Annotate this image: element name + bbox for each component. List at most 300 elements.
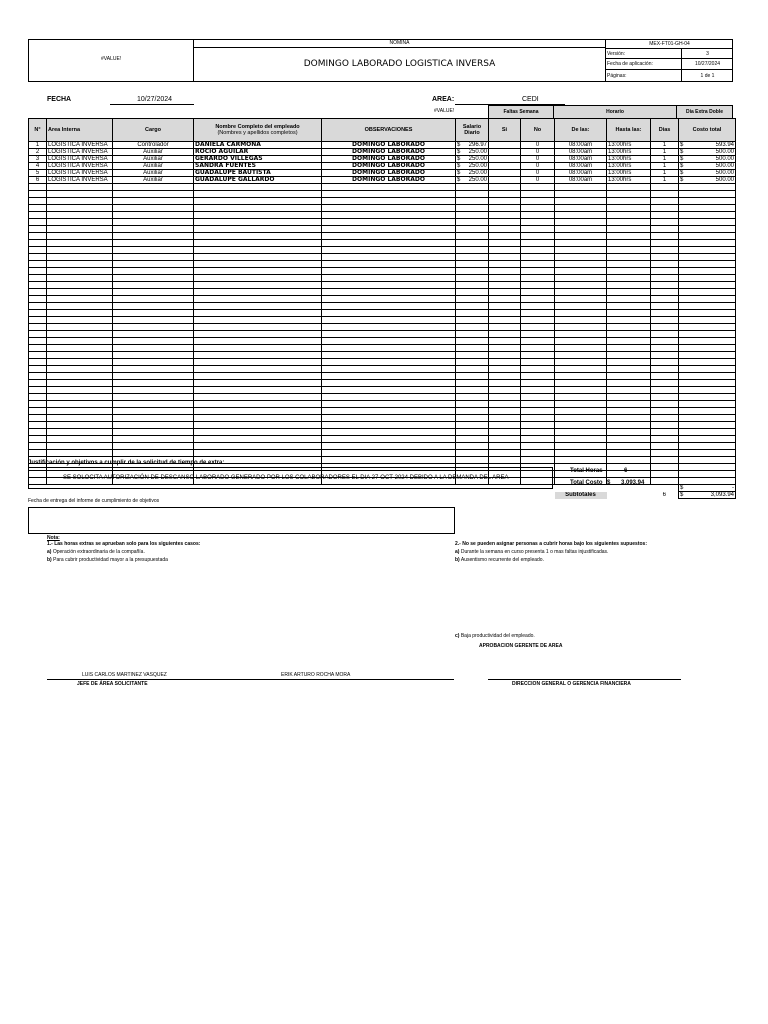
empty-cell <box>322 373 456 380</box>
empty-cell <box>322 219 456 226</box>
empty-cell <box>456 443 489 450</box>
empty-cell <box>489 380 521 387</box>
empty-cell <box>607 415 651 422</box>
empty-cell <box>679 345 736 352</box>
empty-cell <box>651 436 679 443</box>
empty-cell <box>194 387 322 394</box>
empty-cell <box>29 345 47 352</box>
empty-cell <box>322 352 456 359</box>
empty-cell <box>679 457 736 464</box>
empty-cell <box>679 212 736 219</box>
cell-si <box>489 170 521 177</box>
empty-cell <box>47 268 113 275</box>
empty-cell <box>521 198 555 205</box>
empty-cell <box>679 422 736 429</box>
empty-cell <box>113 191 194 198</box>
col-dias: Dias <box>651 119 679 142</box>
cell-no: 0 <box>521 149 555 156</box>
empty-cell <box>47 415 113 422</box>
cell-area: LOGISTICA INVERSA <box>47 149 113 156</box>
cell-delas: 08:00am <box>555 156 607 163</box>
empty-cell <box>651 212 679 219</box>
cell-area: LOGISTICA INVERSA <box>47 156 113 163</box>
fecha-label: FECHA <box>47 96 72 103</box>
empty-cell <box>194 380 322 387</box>
empty-cell <box>47 436 113 443</box>
empty-cell <box>555 331 607 338</box>
empty-cell <box>521 268 555 275</box>
cell-n: 4 <box>29 163 47 170</box>
empty-cell <box>456 401 489 408</box>
area-sub: #VALUE! <box>434 108 455 114</box>
empty-cell <box>651 261 679 268</box>
table-row-empty <box>29 191 736 198</box>
cell-cargo: Auxiliar <box>113 163 194 170</box>
signature-line-2 <box>488 679 681 680</box>
nota-right-c: c) Baja productividad del empleado. <box>455 633 535 639</box>
empty-cell <box>47 233 113 240</box>
cell-salario: $ 250.00 <box>457 156 487 162</box>
empty-cell <box>47 380 113 387</box>
table-row-empty <box>29 401 736 408</box>
cell-obs: DOMINGO LABORADO <box>322 170 456 177</box>
empty-cell <box>489 289 521 296</box>
empty-cell <box>607 275 651 282</box>
empty-cell <box>679 205 736 212</box>
cell-cargo: Auxiliar <box>113 156 194 163</box>
table-row-empty <box>29 366 736 373</box>
empty-cell <box>322 366 456 373</box>
table-row-empty <box>29 373 736 380</box>
table-row-empty <box>29 268 736 275</box>
empty-cell <box>521 324 555 331</box>
empty-cell <box>456 275 489 282</box>
total-costo-label: Total Costo <box>570 480 603 486</box>
empty-cell <box>456 205 489 212</box>
empty-cell <box>555 345 607 352</box>
cell-costo: $ 500.00 <box>680 170 734 176</box>
empty-cell <box>29 331 47 338</box>
nomina-label: NÓMINA <box>194 40 605 48</box>
empty-cell <box>489 373 521 380</box>
empty-cell <box>29 387 47 394</box>
empty-cell <box>456 331 489 338</box>
empty-cell <box>29 254 47 261</box>
empty-cell <box>113 254 194 261</box>
empty-cell <box>679 338 736 345</box>
signature-role-1: JEFE DE ÁREA SOLICITANTE <box>77 681 148 687</box>
empty-cell <box>322 233 456 240</box>
empty-cell <box>555 282 607 289</box>
empty-cell <box>651 415 679 422</box>
employee-table <box>28 118 736 499</box>
empty-cell <box>29 324 47 331</box>
empty-cell <box>29 415 47 422</box>
cell-obs: DOMINGO LABORADO <box>322 163 456 170</box>
empty-cell <box>113 289 194 296</box>
empty-cell <box>29 226 47 233</box>
empty-cell <box>607 450 651 457</box>
empty-cell <box>489 296 521 303</box>
empty-cell <box>679 247 736 254</box>
empty-cell <box>194 422 322 429</box>
empty-cell <box>521 296 555 303</box>
table-row-empty <box>29 429 736 436</box>
empty-cell <box>456 415 489 422</box>
signature-name-2: ERIK ARTURO ROCHA MORA <box>281 672 351 678</box>
empty-cell <box>322 282 456 289</box>
empty-cell <box>489 387 521 394</box>
empty-cell <box>194 366 322 373</box>
empty-cell <box>489 212 521 219</box>
empty-cell <box>456 436 489 443</box>
empty-cell <box>29 373 47 380</box>
empty-cell <box>651 373 679 380</box>
empty-cell <box>679 191 736 198</box>
empty-cell <box>607 387 651 394</box>
nota-left-a: a) Operación extraordinaria de la compañía. <box>47 549 145 555</box>
empty-cell <box>47 422 113 429</box>
empty-cell <box>521 233 555 240</box>
cell-area: LOGISTICA INVERSA <box>47 142 113 149</box>
empty-cell <box>679 198 736 205</box>
empty-cell <box>489 240 521 247</box>
empty-cell <box>489 219 521 226</box>
empty-cell <box>29 205 47 212</box>
table-row-empty <box>29 436 736 443</box>
nota-left-b: b) Para cubrir productividad mayor a la presupuestada <box>47 557 168 563</box>
cell-cargo: Auxiliar <box>113 170 194 177</box>
header-left-value: #VALUE! <box>101 56 122 62</box>
cell-costo: $ 500.00 <box>680 156 734 162</box>
empty-cell <box>322 422 456 429</box>
cell-nombre: ROCIO AGUILAR <box>194 149 322 156</box>
empty-cell <box>322 380 456 387</box>
empty-cell <box>113 240 194 247</box>
empty-cell <box>322 345 456 352</box>
table-row-empty <box>29 387 736 394</box>
table-row-empty <box>29 289 736 296</box>
table-row-empty <box>29 212 736 219</box>
cell-no: 0 <box>521 170 555 177</box>
empty-cell <box>521 261 555 268</box>
empty-cell <box>113 373 194 380</box>
empty-cell <box>29 184 47 191</box>
cell-delas: 08:00am <box>555 149 607 156</box>
empty-cell <box>679 282 736 289</box>
empty-cell <box>113 219 194 226</box>
empty-cell <box>322 296 456 303</box>
empty-cell <box>113 226 194 233</box>
cell-delas: 08:00am <box>555 177 607 184</box>
empty-cell <box>194 429 322 436</box>
cell-cargo: Auxiliar <box>113 149 194 156</box>
empty-cell <box>651 275 679 282</box>
cell-hastalas: 13:00hrs <box>607 142 651 149</box>
empty-cell <box>555 408 607 415</box>
empty-cell <box>679 331 736 338</box>
empty-cell <box>607 254 651 261</box>
nota-right-a: a) Durante la semana en curso presenta 1 o mas faltas injustificadas. <box>455 549 609 555</box>
table-row <box>29 142 736 149</box>
empty-cell <box>456 324 489 331</box>
empty-cell <box>456 366 489 373</box>
table-row-empty <box>29 254 736 261</box>
empty-cell <box>555 436 607 443</box>
cell-nombre: GERARDO VILLEGAS <box>194 156 322 163</box>
paginas-label: Páginas: <box>605 69 682 82</box>
empty-cell <box>322 415 456 422</box>
cell-n: 5 <box>29 170 47 177</box>
empty-cell <box>489 191 521 198</box>
empty-cell <box>679 352 736 359</box>
empty-cell <box>607 331 651 338</box>
empty-cell <box>555 457 607 464</box>
empty-cell <box>489 247 521 254</box>
empty-cell <box>521 191 555 198</box>
empty-cell <box>456 457 489 464</box>
empty-cell <box>456 289 489 296</box>
empty-cell <box>651 184 679 191</box>
empty-cell <box>651 359 679 366</box>
empty-cell <box>521 338 555 345</box>
empty-cell <box>679 324 736 331</box>
empty-cell <box>113 401 194 408</box>
empty-cell <box>29 338 47 345</box>
empty-cell <box>489 275 521 282</box>
empty-cell <box>47 359 113 366</box>
empty-cell <box>489 317 521 324</box>
table-row <box>29 156 736 163</box>
empty-cell <box>322 212 456 219</box>
empty-cell <box>521 240 555 247</box>
empty-cell <box>456 387 489 394</box>
cell-salario: $ 250.00 <box>457 149 487 155</box>
empty-cell <box>489 408 521 415</box>
empty-cell <box>456 317 489 324</box>
empty-cell <box>489 345 521 352</box>
empty-cell <box>29 366 47 373</box>
table-row-empty <box>29 443 736 450</box>
empty-cell <box>679 415 736 422</box>
empty-cell <box>322 450 456 457</box>
empty-cell <box>607 443 651 450</box>
empty-cell <box>322 324 456 331</box>
empty-cell <box>322 268 456 275</box>
empty-cell <box>456 450 489 457</box>
empty-cell <box>489 324 521 331</box>
cell-cargo: Controlador <box>113 142 194 149</box>
cell-nombre: SANDRA FUENTES <box>194 163 322 170</box>
empty-cell <box>521 345 555 352</box>
empty-cell <box>607 394 651 401</box>
empty-cell <box>194 226 322 233</box>
col-no: No <box>521 119 555 142</box>
table-row <box>29 170 736 177</box>
empty-cell <box>679 275 736 282</box>
empty-cell <box>679 443 736 450</box>
empty-cell <box>113 212 194 219</box>
col-si: Si <box>489 119 521 142</box>
empty-cell <box>47 184 113 191</box>
empty-cell <box>322 394 456 401</box>
empty-cell <box>651 296 679 303</box>
empty-cell <box>322 240 456 247</box>
empty-cell <box>521 317 555 324</box>
table-row-empty <box>29 275 736 282</box>
empty-cell <box>322 331 456 338</box>
col-n: N° <box>29 119 47 142</box>
entrega-box[interactable] <box>28 507 455 534</box>
table-row-empty <box>29 345 736 352</box>
table-row-empty <box>29 247 736 254</box>
empty-cell <box>47 408 113 415</box>
empty-cell <box>651 443 679 450</box>
empty-cell <box>113 415 194 422</box>
empty-cell <box>521 457 555 464</box>
empty-cell <box>29 191 47 198</box>
empty-cell <box>679 464 736 471</box>
empty-cell <box>322 184 456 191</box>
nota-title: Nota: <box>47 535 60 541</box>
empty-cell <box>651 450 679 457</box>
empty-cell <box>194 436 322 443</box>
empty-cell <box>651 429 679 436</box>
empty-cell <box>555 324 607 331</box>
empty-cell <box>322 191 456 198</box>
fecha-value: 10/27/2024 <box>137 96 173 103</box>
empty-cell <box>607 338 651 345</box>
empty-cell <box>194 247 322 254</box>
empty-cell <box>194 233 322 240</box>
empty-cell <box>555 289 607 296</box>
empty-cell <box>607 296 651 303</box>
cell-n: 1 <box>29 142 47 149</box>
empty-cell <box>607 226 651 233</box>
group-faltas-semana: Faltas Semana <box>488 105 554 119</box>
empty-cell <box>322 205 456 212</box>
empty-cell <box>679 219 736 226</box>
empty-cell <box>322 408 456 415</box>
cell-no: 0 <box>521 163 555 170</box>
col-area: Area Interna <box>47 119 113 142</box>
empty-cell <box>113 331 194 338</box>
empty-cell <box>47 282 113 289</box>
empty-cell <box>651 401 679 408</box>
empty-cell <box>607 366 651 373</box>
table-row-empty <box>29 331 736 338</box>
cell-nombre: GUADALUPE BAUTISTA <box>194 170 322 177</box>
empty-cell <box>47 429 113 436</box>
empty-cell <box>47 345 113 352</box>
empty-cell <box>607 345 651 352</box>
empty-cell <box>322 261 456 268</box>
empty-cell <box>322 443 456 450</box>
empty-cell <box>29 436 47 443</box>
empty-cell <box>521 380 555 387</box>
empty-cell <box>47 212 113 219</box>
empty-cell <box>679 373 736 380</box>
empty-cell <box>607 219 651 226</box>
empty-cell <box>651 394 679 401</box>
table-row-empty <box>29 338 736 345</box>
empty-cell <box>555 191 607 198</box>
empty-cell <box>521 226 555 233</box>
empty-cell <box>555 184 607 191</box>
empty-cell <box>47 226 113 233</box>
empty-cell <box>555 422 607 429</box>
empty-cell <box>651 310 679 317</box>
empty-cell <box>679 380 736 387</box>
empty-cell <box>113 296 194 303</box>
empty-cell <box>489 261 521 268</box>
empty-cell <box>679 394 736 401</box>
cell-dias: 1 <box>651 177 679 184</box>
table-body <box>29 142 736 499</box>
empty-cell <box>194 191 322 198</box>
empty-cell <box>521 282 555 289</box>
area-label: AREA: <box>432 96 455 103</box>
empty-cell <box>521 212 555 219</box>
empty-cell <box>607 352 651 359</box>
empty-cell <box>679 310 736 317</box>
empty-cell <box>456 226 489 233</box>
empty-cell <box>113 275 194 282</box>
empty-cell <box>521 352 555 359</box>
empty-cell <box>521 429 555 436</box>
empty-cell <box>456 240 489 247</box>
empty-cell <box>555 387 607 394</box>
nota-left-heading: 1.- Las horas extras se aprueban solo para los siguientes casos: <box>47 541 201 547</box>
empty-cell <box>679 478 736 485</box>
empty-cell <box>113 366 194 373</box>
empty-cell <box>651 352 679 359</box>
empty-cell <box>29 317 47 324</box>
table-row-empty <box>29 380 736 387</box>
empty-cell <box>521 254 555 261</box>
empty-cell <box>651 422 679 429</box>
table-row-empty <box>29 205 736 212</box>
empty-cell <box>113 282 194 289</box>
empty-cell <box>555 359 607 366</box>
empty-cell <box>651 380 679 387</box>
empty-cell <box>607 317 651 324</box>
empty-cell <box>456 198 489 205</box>
empty-cell <box>47 205 113 212</box>
empty-cell <box>651 191 679 198</box>
empty-cell <box>489 184 521 191</box>
cell-costo: $ 500.00 <box>680 163 734 169</box>
cell-no: 0 <box>521 177 555 184</box>
cell-area: LOGISTICA INVERSA <box>47 177 113 184</box>
empty-cell <box>607 380 651 387</box>
empty-cell <box>194 219 322 226</box>
empty-cell <box>29 268 47 275</box>
table-row-empty <box>29 310 736 317</box>
empty-cell <box>456 338 489 345</box>
empty-cell <box>555 240 607 247</box>
empty-cell <box>489 422 521 429</box>
cell-si <box>489 149 521 156</box>
empty-cell <box>521 205 555 212</box>
empty-cell <box>607 191 651 198</box>
empty-cell <box>489 226 521 233</box>
justificacion-text: SE SOLOCITA AUTORIZACIÓN DE DESCANSO LABORADO GENERADO POR LOS COLABORADORES EL DIA 27-OCT-2024 DEBIDO A LA DEMANDA DEL AREA <box>63 475 509 481</box>
empty-cell <box>521 247 555 254</box>
empty-cell <box>521 415 555 422</box>
cell-nombre: GUADALUPE GALLARDO <box>194 177 322 184</box>
empty-cell <box>113 359 194 366</box>
